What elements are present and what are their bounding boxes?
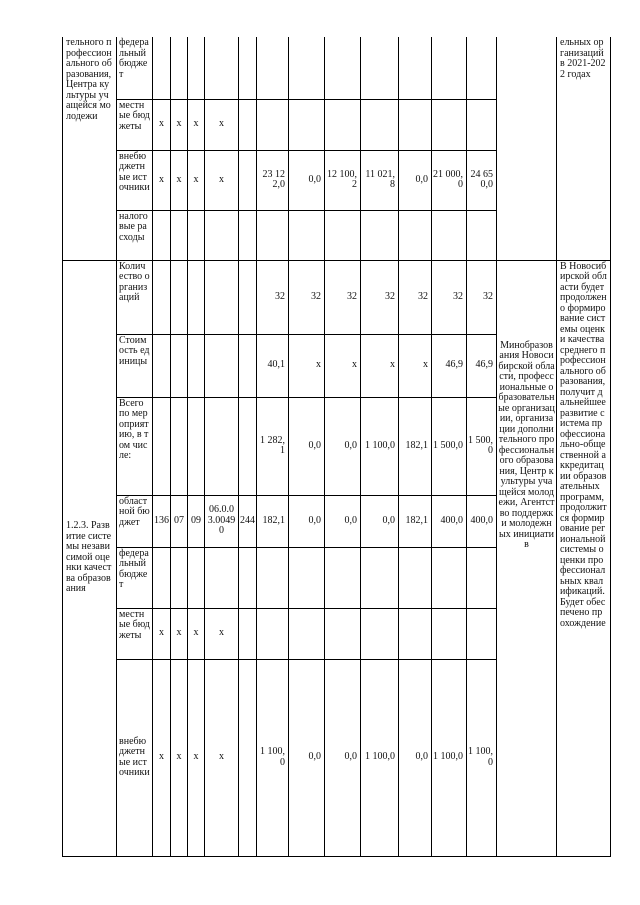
code-cell — [205, 547, 239, 608]
value-cell — [257, 547, 289, 608]
code-cell: 244 — [239, 495, 257, 547]
code-cell: х — [153, 659, 171, 856]
code-cell — [239, 37, 257, 99]
value-cell — [399, 37, 432, 99]
value-cell: 1 500,0 — [467, 397, 497, 495]
code-cell — [188, 260, 205, 334]
funding-source-cell: областной бюджет — [117, 495, 153, 547]
value-cell — [325, 210, 361, 260]
value-cell: 1 500,0 — [432, 397, 467, 495]
value-cell: 32 — [361, 260, 399, 334]
code-cell: х — [171, 608, 188, 659]
value-cell — [257, 37, 289, 99]
funding-source-cell: Стоимость единицы — [117, 334, 153, 397]
funding-source-cell: внебюджетные источники — [117, 150, 153, 210]
code-cell — [239, 608, 257, 659]
code-cell: 136 — [153, 495, 171, 547]
code-cell — [171, 37, 188, 99]
value-cell: 0,0 — [289, 397, 325, 495]
value-cell — [361, 99, 399, 150]
code-cell — [153, 397, 171, 495]
value-cell: 32 — [289, 260, 325, 334]
code-cell — [239, 150, 257, 210]
code-cell: х — [188, 608, 205, 659]
value-cell: 0,0 — [325, 659, 361, 856]
expected-result-cell: В Новосибирской области будет продолжено формирование системы оценки качества среднего профессионального образования, получит дальнейшее развитие система профессионально-общественной аккредитации образовательных программ, продолжится формирование региональной системы оценки профессиональных квалификаций. Будет обеспечено прохождение — [557, 260, 611, 856]
code-cell — [153, 210, 171, 260]
value-cell: 0,0 — [289, 495, 325, 547]
value-cell — [399, 99, 432, 150]
funding-source-cell: местные бюджеты — [117, 608, 153, 659]
value-cell — [432, 608, 467, 659]
value-cell — [467, 608, 497, 659]
value-cell: 1 100,0 — [432, 659, 467, 856]
code-cell: х — [188, 99, 205, 150]
code-cell: 06.0.03.00490 — [205, 495, 239, 547]
code-cell: х — [171, 99, 188, 150]
code-cell — [171, 397, 188, 495]
value-cell — [467, 99, 497, 150]
executor-cell — [497, 37, 557, 260]
value-cell — [289, 608, 325, 659]
code-cell — [188, 547, 205, 608]
funding-source-cell: федеральный бюджет — [117, 37, 153, 99]
code-cell — [239, 334, 257, 397]
code-cell — [205, 37, 239, 99]
code-cell — [153, 260, 171, 334]
value-cell: 32 — [432, 260, 467, 334]
value-cell: 182,1 — [399, 495, 432, 547]
value-cell — [432, 37, 467, 99]
value-cell — [361, 547, 399, 608]
value-cell: 46,9 — [467, 334, 497, 397]
executor-cell: Минобразования Новосибирской области, профессиональные образовательные организации, организации дополнительного профессионального образования, Центр культуры учащейся молодежи, Агентство поддержки молодежных инициатив — [497, 260, 557, 856]
value-cell — [257, 608, 289, 659]
code-cell — [239, 397, 257, 495]
value-cell — [467, 547, 497, 608]
value-cell: 0,0 — [325, 397, 361, 495]
code-cell: х — [153, 150, 171, 210]
code-cell — [239, 659, 257, 856]
value-cell: 182,1 — [257, 495, 289, 547]
value-cell: 32 — [325, 260, 361, 334]
value-cell: 32 — [257, 260, 289, 334]
funding-source-cell: Количество организаций — [117, 260, 153, 334]
value-cell: 400,0 — [432, 495, 467, 547]
code-cell: х — [153, 99, 171, 150]
value-cell — [289, 547, 325, 608]
code-cell — [239, 99, 257, 150]
value-cell: 23 122,0 — [257, 150, 289, 210]
code-cell — [239, 547, 257, 608]
value-cell: 32 — [467, 260, 497, 334]
table-body — [63, 37, 611, 856]
value-cell — [325, 547, 361, 608]
value-cell — [289, 37, 325, 99]
code-cell — [188, 334, 205, 397]
code-cell: х — [205, 659, 239, 856]
code-cell — [153, 37, 171, 99]
value-cell — [399, 608, 432, 659]
funding-source-cell: налоговые расходы — [117, 210, 153, 260]
code-cell — [171, 547, 188, 608]
funding-source-cell: федеральный бюджет — [117, 547, 153, 608]
code-cell — [153, 547, 171, 608]
code-cell — [205, 260, 239, 334]
value-cell — [467, 37, 497, 99]
funding-source-cell: местные бюджеты — [117, 99, 153, 150]
value-cell — [361, 210, 399, 260]
value-cell — [325, 37, 361, 99]
value-cell — [257, 99, 289, 150]
value-cell — [289, 99, 325, 150]
value-cell: 1 100,0 — [257, 659, 289, 856]
value-cell: 11 021,8 — [361, 150, 399, 210]
value-cell — [361, 37, 399, 99]
program-table — [62, 37, 611, 857]
code-cell: х — [205, 150, 239, 210]
expected-result-cell: ельных организаций в 2021-2022 годах — [557, 37, 611, 260]
funding-source-cell: Всего по мероприятию, в том числе: — [117, 397, 153, 495]
value-cell: 0,0 — [399, 150, 432, 210]
value-cell — [325, 608, 361, 659]
code-cell: х — [188, 659, 205, 856]
value-cell — [432, 547, 467, 608]
code-cell — [205, 334, 239, 397]
value-cell: 1 100,0 — [361, 397, 399, 495]
code-cell — [188, 37, 205, 99]
value-cell: 182,1 — [399, 397, 432, 495]
value-cell: 0,0 — [399, 659, 432, 856]
table-row — [63, 37, 611, 99]
code-cell: 07 — [171, 495, 188, 547]
table-row — [63, 260, 611, 334]
code-cell — [171, 210, 188, 260]
code-cell — [239, 210, 257, 260]
value-cell — [399, 547, 432, 608]
value-cell: 1 100,0 — [467, 659, 497, 856]
value-cell: х — [399, 334, 432, 397]
value-cell: 24 650,0 — [467, 150, 497, 210]
code-cell — [205, 210, 239, 260]
value-cell — [289, 210, 325, 260]
measure-name-cell: тельного профессионального образования, Центра культуры учащейся молодежи — [63, 37, 117, 260]
code-cell: х — [171, 659, 188, 856]
value-cell: 46,9 — [432, 334, 467, 397]
code-cell: х — [171, 150, 188, 210]
value-cell: 0,0 — [325, 495, 361, 547]
value-cell — [432, 99, 467, 150]
code-cell: х — [205, 99, 239, 150]
value-cell: 400,0 — [467, 495, 497, 547]
value-cell: 32 — [399, 260, 432, 334]
value-cell: 0,0 — [289, 150, 325, 210]
value-cell — [257, 210, 289, 260]
code-cell — [239, 260, 257, 334]
value-cell: 0,0 — [289, 659, 325, 856]
value-cell: 1 100,0 — [361, 659, 399, 856]
code-cell: х — [188, 150, 205, 210]
code-cell — [153, 334, 171, 397]
value-cell — [361, 608, 399, 659]
measure-name-cell: 1.2.3. Развитие системы независимой оценки качества образования — [63, 260, 117, 856]
value-cell: 12 100,2 — [325, 150, 361, 210]
funding-source-cell: внебюджетные источники — [117, 659, 153, 856]
value-cell: 21 000,0 — [432, 150, 467, 210]
value-cell: 1 282,1 — [257, 397, 289, 495]
code-cell: 09 — [188, 495, 205, 547]
value-cell: 0,0 — [361, 495, 399, 547]
value-cell — [325, 99, 361, 150]
code-cell — [188, 210, 205, 260]
value-cell: 40,1 — [257, 334, 289, 397]
value-cell — [399, 210, 432, 260]
value-cell: х — [289, 334, 325, 397]
code-cell: х — [153, 608, 171, 659]
code-cell — [171, 260, 188, 334]
value-cell: х — [361, 334, 399, 397]
value-cell — [467, 210, 497, 260]
code-cell — [205, 397, 239, 495]
value-cell: х — [325, 334, 361, 397]
code-cell: х — [205, 608, 239, 659]
code-cell — [188, 397, 205, 495]
value-cell — [432, 210, 467, 260]
code-cell — [171, 334, 188, 397]
